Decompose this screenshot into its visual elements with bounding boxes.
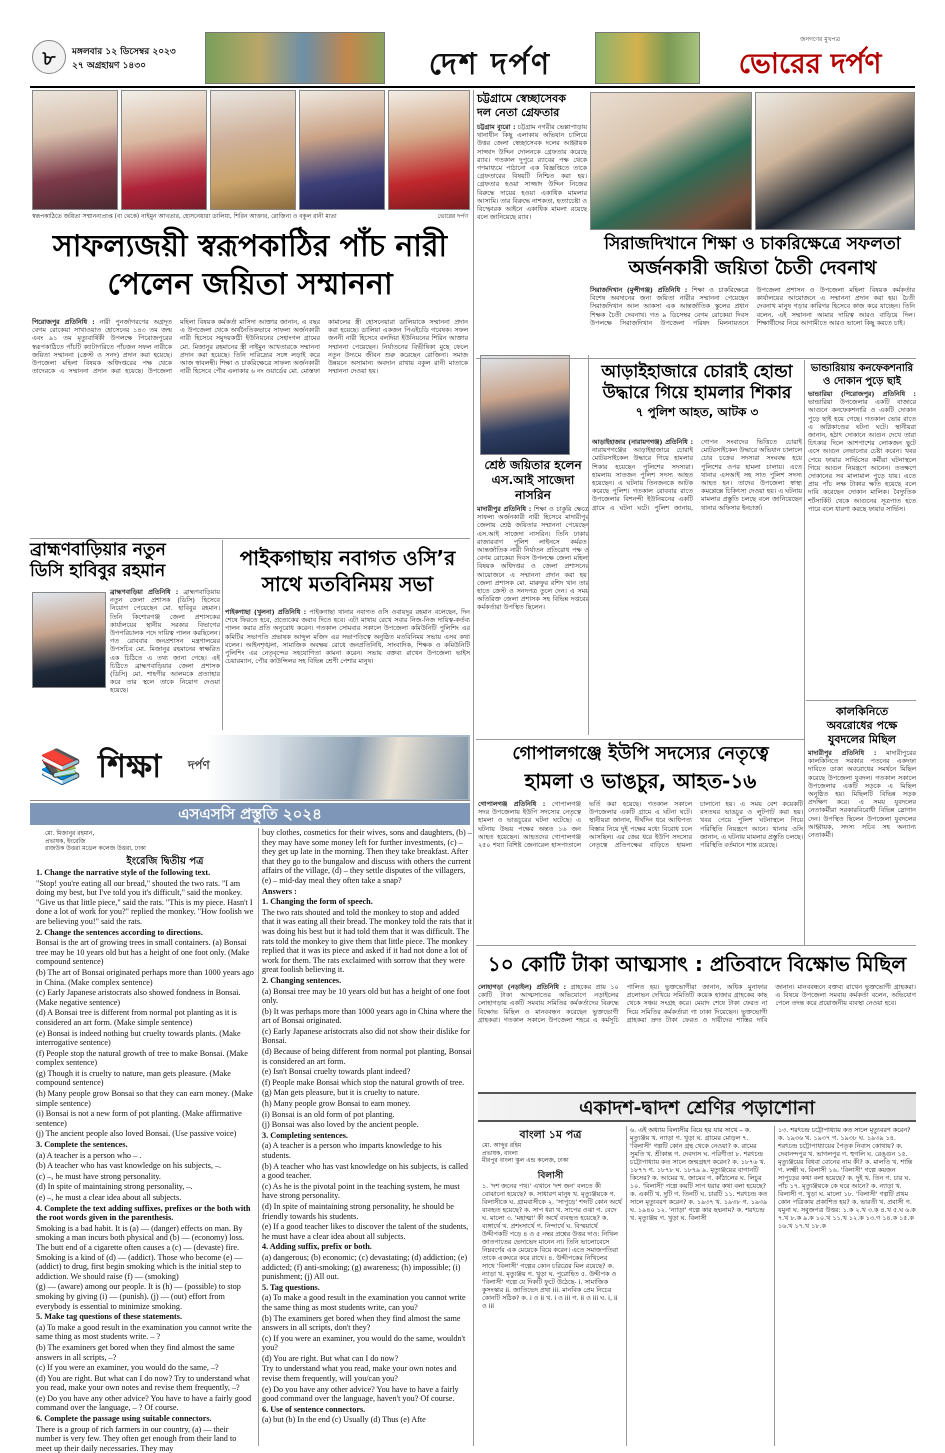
portrait-2 [121,90,207,210]
class11-author [482,1142,622,1165]
list-item: (j) Bonsai was also loved by the ancient people. [262,1120,419,1130]
bhandaria-body [808,390,916,690]
araihazar-text: নারায়ণগঞ্জের আড়াইহাজারে চোরাই মোটরসাইকেল উদ্ধারে গিয়ে হামলার শিকার হয়েছেন পুলিশের সদস্যরা। হামলায় সাতজন পুলিশ সদস্য আহত হয়েছেন। এ ঘটনায় তিনজনকে আটক করেছে পুলিশ। গতকাল রোববার রাতে উপজেলার বিশনন্দী ইউনিয়নের একটি গ্রামে এ ঘটনা ঘটে। পুলিশ জানায়, গোপন সংবাদের ভিত্তিতে চোরাই মোটরসাইকেল উদ্ধারে অভিযান চালালে চোর চক্রের সদস্যরা সংঘবদ্ধ হয়ে পুলিশের ওপর হামলা চালায়। এতে থানার এসআই সহ সাত পুলিশ সদস্য আহত হন। তাদের উপজেলা স্বাস্থ্য কমপ্লেক্সে চিকিৎসা দেওয়া হয়। এ ঘটনায় মামলার প্রস্তুতি চলছে বলে জানিয়েছেন থানার অফিসার ইনচার্জ। [592,438,802,512]
list-item: (c) Early Japanese aristocrats also showed fondness in Bonsai. (Make negative sentence) [36,988,241,1007]
book-icon: 📚 [39,747,83,787]
q2-list [36,938,254,1139]
list-item: (i) Bonsai is not a new form of pot planting. (Make affirmative sentence) [36,1109,242,1128]
q3-title: 3. Complete the sentences. [36,1140,128,1150]
ans1-title: 1. Changing the form of speech. [262,897,373,907]
bhandaria-headline-1: ভান্ডারিয়ায় কনফেকশনারি [810,363,914,374]
kalkini-byline: মাদারীপুর প্রতিনিধি : [808,749,877,757]
sajeda-headline-1: শ্রেষ্ঠ জয়িতার হলেন [484,458,582,472]
ans2-list [262,987,472,1130]
q5-title: 5. Make tag questions of these statements. [36,1312,182,1322]
class11-subject: বাংলা ১ম পত্র [519,1128,582,1141]
bhandaria-text: ভান্ডারিয়া উপজেলার একটি বাজারে আগুনে কনফেকশনারি ও একটি দোকান পুড়ে ছাই হয়ে গেছে। গতকাল ভোর রাতে এ অগ্নিকাণ্ডের ঘটনা ঘটে। স্থানীয়রা জানান, হঠাৎ দোকানে আগুন দেখে তারা চিৎকার দিলে আশপাশের লোকজন ছুটে এসে আগুন নেভানোর চেষ্টা করেন। খবর পেয়ে ফায়ার সার্ভিসের কর্মীরা ঘটনাস্থলে গিয়ে আগুন নিয়ন্ত্রণে আনেন। ততক্ষণে দোকানের সব মালামাল পুড়ে যায়। এতে প্রায় পাঁচ লক্ষ টাকার ক্ষতি হয়েছে বলে দাবি করেছেন দোকান মালিক। বৈদ্যুতিক শর্টসার্কিট থেকে আগুনের সূত্রপাত হতে পারে বলে ধারণা করছে ফায়ার সার্ভিস। [808,398,916,513]
gopalganj-headline-2: হামলা ও ভাঙচুর, আহত-১৬ [524,769,757,793]
q6-text: There is a group of rich farmers in our country, (a) — their number is very few. They often get enough from their land to meet up their daily necessaries. They may [36,1424,237,1453]
bhandaria-story [808,362,916,692]
portrait-4 [299,90,385,210]
paikgacha-body [225,608,470,730]
sajeda-headline-2: এস.আই সাজেদা [491,473,575,487]
kalkini-text: মাদারীপুরের কালকিনিতে সরকার পতনের একদফা দাবিতে ডাকা অবরোধের সমর্থনে মিছিল করেছে উপজেলা যুবদল। গতকাল সকালে উপজেলার একটি সড়কে এ মিছিল অনুষ্ঠিত হয়। মিছিলটি বিভিন্ন সড়ক প্রদক্ষিণ করে। এ সময় যুবদলের নেতাকর্মীরা সরকারবিরোধী বিভিন্ন স্লোগান দেন। উপস্থিত ছিলেন উপজেলা যুবদলের আহ্বায়ক, সদস্য সচিব সহ অন্যান্য নেতাকর্মী। [808,749,916,840]
dc-headline-1: ব্রাহ্মণবাড়িয়ার নতুন [30,540,166,560]
list-item: (g) Though it is cruelty to nature, man gets pleasure. (Make compound sentence) [36,1068,231,1088]
ans4-title: 4. Adding suffix, prefix or both. [262,1242,372,1252]
list-item: (a) A teacher is a person who – . [36,1150,142,1160]
tencrore-body [478,983,916,1085]
dc-text: ব্রাহ্মণবাড়িয়ায় নতুন জেলা প্রশাসক (ডিসি) হিসেবে নিয়োগ পেয়েছেন মো. হাবিবুর রহমান। তিনি কিশোরগঞ্জ জেলা প্রশাসকের কার্যালয়ের স্থানীয় সরকার বিভাগের উপপরিচালক পদে দায়িত্ব পালন করছিলেন। গত রোববার জনপ্রশাসন মন্ত্রণালয়ের উপসচিব মো. মিজানুর রহমানের স্বাক্ষরিত এক চিঠিতে এ তথ্য জানা গেছে। এই চিঠিতে ব্রাহ্মণবাড়িয়ার জেলা প্রশাসক (ডিসি) মো. শাহগীর আলমকে প্রত্যাহার করে তার স্থলে তাকে নিয়োগ দেওয়া হয়েছে। [110,588,220,695]
joyita-photo-credit: ভোরের দর্পণ [437,213,468,220]
joyita-body [32,318,468,536]
ans2-title: 2. Changing sentences. [262,975,342,985]
araihazar-headline-2: উদ্ধারে গিয়ে হামলার শিকার [602,383,792,403]
dc-byline: ব্রাহ্মণবাড়িয়া প্রতিনিধি : [110,588,179,596]
class11-col-1: ১. 'দশ জনের পথ।' এখানে 'দশ জন' বলতে কী বোঝানো হয়েছে? ক. সাধারণ মানুষ খ. মৃত্যুঞ্জয়কে গ. বিলাসীকে ঘ. গ্রামবাসীকে ২. 'সাপুড়ে' শব্দটি কোন অর্থে ব্যবহৃত হয়েছে? ক. সাপ ধরা খ. সাপের ওঝা গ. বেদে ঘ. মালো ৩. 'মহাত্মা' কী অর্থে ব্যবহৃত হয়েছে? ক. ব্যঙ্গার্থে খ. প্রশংসার্থে গ. নিন্দার্থে ঘ. বিস্ময়ার্থে উদ্দীপকটি পড়ে ৪ ও ৫ নম্বর প্রশ্নের উত্তর দাও: নিখিল জাতপাতের ভেদাভেদ মানেন না। তিনি ভালোবেসে নিম্নবর্ণের এক মেয়েকে বিয়ে করেন। এতে সমাজপতিরা তাকে একঘরে করে রাখে। ৪. উদ্দীপকের নিখিলের সাথে 'বিলাসী' গল্পের কোন চরিত্রের মিল রয়েছে? ক. ন্যাড়া খ. মৃত্যুঞ্জয় গ. খুড়া ঘ. পুরোহিত ৫. উদ্দীপক ও 'বিলাসী' গল্পে যে দিকটি ফুটে উঠেছে- i. সামাজিক কুসংস্কার ii. জাতিভেদ প্রথা iii. মানবিক প্রেম নিচের কোনটি সঠিক? ক. i ও ii খ. i ও iii গ. ii ও iii ঘ. i, ii ও iii [482,1182,622,1310]
q6-title: 6. Complete the passage using suitable connectors. [36,1414,212,1424]
list-item: (j) The ancient people also loved Bonsai. (Use passive voice) [36,1129,237,1139]
portrait-5 [388,90,470,210]
list-item: (b) It was perhaps more than 1000 years ago in China where the art of Bonsai originated. [262,1006,472,1026]
section-title: দেশ দর্পণ [428,47,552,82]
araihazar-headline-1: আড়াইহাজারে চোরাই হোন্ডা [601,362,793,382]
sajeda-headline-3: নাসরিন [515,488,551,502]
chattogram-byline: চট্টগ্রাম ব্যুরো : [477,123,516,131]
column-rule [473,90,474,1446]
chattogram-headline-2: দল নেতা গ্রেফতার [477,106,560,119]
author-post: প্রভাষক, ইংরেজি [45,837,86,845]
column-rule [626,1126,627,1446]
list-item: (d) You are right. But what can I do now? Try to understand what you read, make your own notes and revise them frequently, –? [36,1373,250,1393]
q1-title: 1. Change the narrative style of the following text. [36,868,211,877]
sirajdikhan-headline-2: অর্জনকারী জয়িতা চৈতী দেবনাথ [628,257,877,279]
list-item: (h) Many people grow Bonsai to earn money. [262,1099,411,1109]
paikgacha-headline-2: সাথে মতবিনিময় সভা [261,572,434,596]
ans5-title: 5. Tag questions. [262,1282,320,1292]
gopalganj-headline-1: গোপালগঞ্জে ইউপি সদস্যের নেতৃত্বে [512,743,769,764]
row-rule [476,358,916,359]
paikgacha-byline: পাইকগাছা (খুলনা) প্রতিনিধি : [225,608,307,616]
author-institute: রাজউক উত্তরা মডেল কলেজ উত্তরা, ঢাকা [45,845,146,852]
list-item: (e) –, he must a clear idea about all subjects. [36,1193,182,1202]
araihazar-headline-3: ৭ পুলিশ আহত, আটক ৩ [635,405,759,419]
gopalganj-byline: গোপালগঞ্জ প্রতিনিধি : [478,800,546,808]
author-name: মো. মিজানুর রহমান, [45,830,95,837]
list-item: (a) A teacher is a person who imparts knowledge to his students. [262,1141,442,1160]
shiksha-col-1 [36,868,254,1453]
students-photo [280,737,468,799]
portrait-1 [32,90,118,210]
list-item: (d) In spite of maintaining strong personality, he should be friendly towards his students. [262,1201,454,1221]
list-item: (e) Isn't Bonsai cruelty towards plant indeed? [262,1067,411,1077]
list-item: (b) The art of Bonsai originated perhaps more than 1000 years ago in China. (Make complex sentence) [36,967,254,987]
ans1-text: The two rats shouted and told the monkey to stop and added that it was eating all their bread. The monkey told the rats that it was doing his best but it had told them that it was difficult. The rats told the monkey to give them that little piece. The monkey replied that it was its piece and asked if it had not done a lot of work for them. The rats exclaimed with sorrow that they were great foolish believing it. [262,907,472,975]
gopalganj-text: গোপালগঞ্জ সদর উপজেলায় ইউপি সদস্যের নেতৃত্বে হামলা ও ভাঙচুরের ঘটনা ঘটেছে। এ ঘটনায় উভয় পক্ষের অন্তত ১৬ জন আহত হয়েছেন। আহতদের গোপালগঞ্জ ২৫০ শয্যা বিশিষ্ট জেনারেল হাসপাতালে ভর্তি করা হয়েছে। গতকাল সকালে উপজেলার একটি গ্রামে এ ঘটনা ঘটে। স্থানীয়রা জানান, দীর্ঘদিন ধরে আধিপত্য বিস্তার নিয়ে দুই পক্ষের মধ্যে বিরোধ চলে আসছিল। এর জের ধরে ইউপি সদস্যের নেতৃত্বে প্রতিপক্ষের বাড়িতে হামলা চালানো হয়। এ সময় বেশ কয়েকটি বসতঘর ভাঙচুর ও লুটপাট করা হয়। খবর পেয়ে পুলিশ ঘটনাস্থলে গিয়ে পরিস্থিতি নিয়ন্ত্রণে আনে। থানার ওসি জানান, এ ঘটনায় মামলার প্রস্তুতি চলছে। পরিস্থিতি বর্তমানে শান্ত রয়েছে। [478,800,803,850]
brand-logo: ভোরের দর্পণ [738,47,882,80]
list-item: (e) Do you have any other advice? You have to have a fairly good command over the language, haven't you? Of course. [262,1384,459,1404]
bhandaria-headline-2: ও দোকান পুড়ে ছাই [823,376,901,387]
tencrore-text: গ্রাহকের প্রায় ১০ কোটি টাকা আত্মসাতের অভিযোগে নড়াইলের লোহাগড়ায় একটি সমবায় সমিতির কর্মকর্তাদের বিরুদ্ধে বিক্ষোভ মিছিল ও মানববন্ধন করেছেন ভুক্তভোগী গ্রাহকরা। গতকাল সকালে উপজেলা শহরে এ কর্মসূচি পালিত হয়। ভুক্তভোগীরা জানান, অধিক মুনাফার প্রলোভন দেখিয়ে সমিতিটি কয়েক হাজার গ্রাহকের কাছ থেকে সঞ্চয় সংগ্রহ করে। মেয়াদ শেষে টাকা ফেরত না দিয়ে সমিতির কর্মকর্তারা গা ঢাকা দিয়েছেন। ভুক্তভোগী গ্রাহকরা দ্রুত টাকা ফেরত ও দায়ীদের শাস্তির দাবি জানান। মানববন্ধনে বক্তব্য রাখেন ভুক্তভোগী গ্রাহকরা। এ বিষয়ে উপজেলা সমবায় কর্মকর্তা বলেন, অভিযোগ পেলে তদন্ত করে প্রয়োজনীয় ব্যবস্থা নেওয়া হবে। [478,983,916,1024]
list-item: (f) People stop the natural growth of tree to make Bonsai. (Make complex sentence) [36,1048,248,1068]
column-rule [222,540,223,730]
joyita-byline: পিরোজপুর প্রতিনিধি : [32,318,95,326]
list-item: (g) Man gets pleasure, but it is cruelty to nature. [262,1088,420,1098]
q4-text: Smoking is a bad habit. It is (a) — (danger) effects on man. By smoking a man incurs both physical and (b) — (economy) loss. The butt end of a cigarette often causes a (c) — (devaste) fire. Smoking is a kind of (d) — (addict). Those who become (e) — (addict) to drug, first begin smoking which is the initial step to addiction. We should raise (f) — (smoking) [36,1223,245,1281]
chattogram-story [477,92,587,352]
kalkini-headline-2: অবরোধের পক্ষে [826,719,898,732]
list-item: (e) Do you have any other advice? You have to have a fairly good command over the language, – ? Of course. [36,1393,252,1413]
ans5-list [262,1293,472,1404]
joyita-photo-caption: স্বরূপকাঠিতে জয়িতা সম্মাননাপ্রাপ্ত (বা থেকে) নাইমুন আখতার, হোসনেয়ারা ডালিয়া, শিরিন আক্তার, রোজিনা ও বকুল রানী মাতা [32,213,337,220]
list-item: (a) To make a good result in the examination you cannot write the same thing as most students write. – ? [36,1322,252,1342]
row-rule [30,538,470,539]
list-item: (d) Because of being different from normal pot planting, Bonsai is considered an art form. [262,1047,472,1066]
list-item: (e) If a good teacher likes to discover the talent of the students, he must have a clear idea about all subjects. [262,1222,469,1241]
q2-title: 2. Change the sentences according to directions. [36,927,203,937]
shiksha-banner [30,735,470,801]
exam-title-bar: এসএসসি প্রস্তুতি ২০২৪ [30,803,470,825]
list-item: (h) Many people grow Bonsai so that they can earn money. (Make simple sentence) [36,1089,253,1108]
header-collage-right [595,32,700,84]
q3-list [36,1151,254,1203]
row-rule [476,739,804,740]
portrait-3 [210,90,296,210]
shiksha-banner-sub: দর্পণ [188,758,210,772]
row-rule [476,945,916,946]
column-rule [774,1126,775,1446]
list-item: Bonsai is the art of growing trees in small containers. (a) Bonsai tree may be 10 years old but has a height of one foot only. (Make compound sentence) [36,938,250,967]
list-item: (i) Bonsai is an old form of pot planting. [262,1109,395,1119]
class11-col-2: ৬. এই অধ্যায় বিলাসীর বিয়ে হয় যার সাথে – ক. মৃত্যুঞ্জয় খ. ন্যাড়া গ. খুড়া ঘ. গ্রামের মোড়ল ৭. 'বিলাসী' গল্পটি কোন গ্রন্থ থেকে নেওয়া? ক. রামের সুমতি খ. শ্রীকান্ত গ. দেবদাস ঘ. পরিণীতা ৮. শরৎচন্দ্র চট্টোপাধ্যায় কত সালে জন্মগ্রহণ করেন? ক. ১৮৭৬ খ. ১৮৭৭ গ. ১৮৭৮ ঘ. ১৮৭৯ ৯. মৃত্যুঞ্জয়ের বাগানটি কিসের? ক. আমের খ. জামের গ. কাঁঠালের ঘ. লিচুর ১০. 'বিলাসী' গল্পে কয়টি সাপ ধরার কথা বলা হয়েছে? ক. একটি খ. দুটি গ. তিনটি ঘ. চারটি ১১. শরৎচন্দ্র কত সালে মৃত্যুবরণ করেন? ক. ১৯৩৭ খ. ১৯৩৮ গ. ১৯৩৯ ঘ. ১৯৪০ ১২. 'ন্যাড়া' গল্পে কার ছদ্মনাম? ক. শরৎচন্দ্র খ. মৃত্যুঞ্জয় গ. খুড়া ঘ. বিলাসী [630,1126,768,1222]
list-item: (a) To make a good result in the examination you cannot write the same thing as most students write, can you? [262,1293,466,1312]
list-item: (a) Bonsai tree may be 10 years old but has a height of one foot only. [262,986,470,1006]
header-collage-left [205,32,385,84]
class11-banner: একাদশ-দ্বাদশ শ্রেণির পড়াশোনা [478,1092,916,1122]
kalkini-headline-1: কালকিনিতে [835,705,889,718]
sajeda-byline: মাদারীপুর প্রতিনিধি : [477,505,532,513]
q1-text: "Stop! you're eating all our bread," shouted the two rats. "I am doing my best, but I've told you it's difficult," said the monkey. "Give us that little piece," said the rats. "This is my piece. Hasn't I done a lot of work for you?" replied the monkey. "How foolish we are believing you!" said the rats. [36,878,254,926]
answers-title: Answers : [262,886,297,896]
header-rule [30,86,915,88]
sirajdikhan-body [590,286,915,358]
araihazar-story [592,362,802,434]
list-item: (b) The examiners get bored when they find almost the same answers in all scripts, don't they? [262,1313,461,1333]
column-rule [258,828,259,1446]
list-item: Try to understand what you read, make your own notes and revise them frequently, will you/can you? [262,1364,457,1384]
paikgacha-headline-1: পাইকগাছায় নবাগত ওসি’র [239,546,456,570]
list-item: (b) A teacher who has vast knowledge on his subjects, –. [36,1161,222,1171]
shiksha-author [45,830,245,853]
list-item: (b) The examiners get bored when they find almost the same answers in all scripts, –? [36,1342,235,1362]
dc-headline-2: ডিসি হাবিবুর রহমান [30,561,166,581]
ans6-text: (a) but (b) In the end (c) Usually (d) Thus (e) Afte [262,1415,426,1425]
sajeda-body [477,505,589,733]
dc-portrait [32,592,106,688]
list-item: (d) In spite of maintaining strong personality, –. [36,1182,193,1192]
page-header [0,0,945,90]
sajeda-story [477,458,589,738]
list-item: (d) You are right. But what can I do now? [262,1353,399,1363]
joyita-text: নারী পুনর্জাগরণের অগ্রদূত বেগম রোকেয়া সাখাওয়াত হোসেনের ১৪৩ তম জন্ম এবং ৯১ তম মৃত্যুবার্ষিকী উপলক্ষে পিরোজপুরের স্বরূপকাঠিতে পাঁচটি ক্যাটাগরিতে পাঁচজন সফল নারীকে জয়িতা সম্মাননা (ক্রেস্ট ও সনদ) প্রদান করা হয়েছে। উপজেলা মহিলা বিষয়ক অধিদপ্তরের পক্ষ থেকে তাদেরকে এ সম্মাননা প্রদান করা হয়েছে। উপজেলা মহিলা বিষয়ক কর্মকর্তা মাসিদা আক্তার জানান, এ বছর এ উপজেলা থেকে অর্থনৈতিকভাবে সাফল্য অর্জনকারী নারী হিসেবে সমুদয়কাঠী ইউনিয়নের সেহাংগল গ্রামের মো. মিজানুর রহমানের স্ত্রী নাইমুন আখতারকে সম্মাননা প্রদান করা হয়েছে। তিনি দারিদ্র্যের সঙ্গে লড়াই করে আজ স্বাবলম্বী। শিক্ষা ও চাকরিক্ষেত্রে সাফল্য অর্জনকারী নারী হিসেবে পৌর এলাকার ৬ নং ওয়ার্ডের মো. মোস্তফা কামালের স্ত্রী হোসনেয়ারা ডালিয়াকে সম্মাননা প্রদান করা হয়েছে। ডালিয়া একজন পিএইচডি গবেষক। সফল জননী নারী হিসেবে বলদিয়া ইউনিয়নের শিরিন আক্তার সম্মাননা পেয়েছেন। নির্যাতনের বিভীষিকা মুছে ফেলে নতুন উদ্যমে জীবন শুরু করেছেন রোজিনা। সমাজ উন্নয়নে অসামান্য অবদান রাখায় বকুল রানী মাতাকে সম্মাননা দেওয়া হয়। [32,318,468,376]
sirajdikhan-photo-1 [590,92,752,230]
class11-author-institute: মীরপুর বাংলা স্কুল এন্ড কলেজ, ঢাকা [482,1157,569,1164]
joyita-photo-strip [30,90,470,212]
class11-author-name: মো. আব্দুর রহিম [482,1142,522,1149]
q4-title: 4. Complete the text adding suffixes, prefixes or the both with the root words given in the parenthesis. [36,1203,251,1223]
col2-text: buy clothes, cosmetics for their wives, sons and daughters, (b) – they may have some money left for further investments, (c) – they get up late in the morning. Then they take breakfast. After that they go to the bungalow and discuss with others the current affairs of the village, (d) – they settle disputes of the villagers, (e) – mid-day meal they often take a snap? [262,828,472,885]
class11-chapter: বিলাসী [537,1171,564,1181]
list-item: (e) Bonsai is indeed nothing but cruelty towards plants. (Make interrogative sentence) [36,1028,241,1048]
gopalganj-body [478,800,803,940]
sirajdikhan-photo-2 [755,92,915,230]
class11-col-3: ১৩. শরৎচন্দ্র চট্টোপাধ্যায় কত সালে মৃত্যুবরণ করেন? ক. ১৯৩৬ খ. ১৯৩৭ গ. ১৯৩৮ ঘ. ১৯৩৯ ১৪. শরৎচন্দ্র চট্টোপাধ্যায়ের পৈতৃক নিবাস কোথায়? ক. দেবানন্দপুর খ. ভাগলপুর গ. হুগলি ঘ. রেঙ্গুন ১৫. মৃত্যুঞ্জয়ের বিধবা বোনের নাম কী? ক. মালতি খ. শান্তি গ. লক্ষ্মী ঘ. বিলাসী ১৬. 'বিলাসী' গল্পে কয়জন সাপুড়ের কথা বলা হয়েছে? ক. দুই খ. তিন গ. চার ঘ. পাঁচ ১৭. মৃত্যুঞ্জয়কে কে ঘরে আনে? ক. ন্যাড়া খ. বিলাসী গ. খুড়া ঘ. মালো ১৮. 'বিলাসী' গল্পটি প্রথম কোন পত্রিকায় প্রকাশিত হয়? ক. ভারতী খ. প্রবাসী গ. যমুনা ঘ. সবুজপত্র উত্তর: ১.ক ২.খ ৩.ক ৪.খ ৫.ঘ ৬.ক ৭.খ ৮.ক ৯.ক ১০.খ ১১.খ ১২.ক ১৩.গ ১৪.ক ১৫.ক ১৬.খ ১৭.খ ১৮.ক [778,1126,916,1230]
shiksha-banner-title: শিক্ষা [98,747,162,785]
class11-author-post: প্রভাষক, বাংলা [482,1149,518,1157]
bhandaria-byline: ভান্ডারিয়া (পিরোজপুর) প্রতিনিধি : [808,390,916,398]
chattogram-text: চট্টগ্রাম নগরীর ভেল্লাপাড়ায় থানাধীন কিছু এলাকায় অভিযান চালিয়ে উত্তর জেলা স্বেচ্ছাসেবক দলের আহ্বায়ক সাজ্জাদ উদ্দিন দোলনকে গ্রেফতার করেছে র‍্যাব। গতকাল দুপুরে র‍্যাবের পক্ষ থেকে গণমাধ্যমে পাঠানো এক বিজ্ঞপ্তিতে তাকে গ্রেফতারের বিষয়টি নিশ্চিত করা হয়। গ্রেফতার হওয়া সাজ্জাদ উদ্দিন নিজের বিরুদ্ধে দায়ের হওয়া একাধিক মামলার আসামি। তার বিরুদ্ধে নাশকতা, হত্যাচেষ্টা ও বিস্ফোরক আইনে একাধিক মামলা রয়েছে বলে জানিয়েছে র‍্যাব। [477,123,587,222]
araihazar-body [592,438,802,736]
list-item: (c) If you were an examiner, you would do the same, wouldn't you? [262,1333,466,1353]
page-number: ৮ [32,40,66,74]
row-rule [806,700,916,701]
joyita-headline-1: সাফল্যজয়ী স্বরূপকাঠির পাঁচ নারী [52,229,448,264]
sajeda-text: শিক্ষা ও চাকুরি ক্ষেত্রে সাফল্য অর্জনকারী নারী হিসেবে মাদারীপুর জেলায় শ্রেষ্ঠ জয়িতার সম্মাননা পেয়েছেন এস.আই সাজেদা নাসরিন। তিনি ঢাকার রাজারবাগ পুলিশ লাইনসে কর্মরত। আন্তর্জাতিক নারী নির্যাতন প্রতিরোধ পক্ষ ও বেগম রোকেয়া দিবস উপলক্ষে জেলা মহিলা বিষয়ক অধিদপ্তর ও জেলা প্রশাসনের আয়োজনে এ সম্মাননা প্রদান করা হয়। জেলা প্রশাসক মো. মারুফুর রশিদ খান তার হাতে ক্রেস্ট ও সনদপত্র তুলে দেন। এ সময় অতিরিক্ত জেলা প্রশাসক সহ বিভিন্ন দপ্তরের কর্মকর্তারা উপস্থিত ছিলেন। [477,505,589,612]
chattogram-headline-1: চট্টগ্রামে স্বেচ্ছাসেবক [477,92,566,105]
sirajdikhan-headline-1: সিরাজদিখানে শিক্ষা ও চাকরিক্ষেত্রে সফলতা [604,234,901,254]
list-item: (f) People make Bonsai which stop the natural growth of tree. [262,1077,465,1087]
ans3-list [262,1141,472,1241]
ans4-text: (a) dangerous; (b) economic; (c) devastating; (d) addiction; (e) addicted; (f) anti-smoking; (g) awareness; (h) impossible; (i) punishment; (j) All out. [262,1252,468,1282]
ans6-title: 6. Use of sentence connectors. [262,1404,366,1414]
date-line-1: মঙ্গলবার ১২ ডিসেম্বর ২০২৩ [72,47,176,57]
list-item: (d) A Bonsai tree is different from normal pot planting as it is considered an art form. (Make simple sentence) [36,1008,237,1027]
brand-tagline: জনগণের মুখপত্র [800,36,840,43]
list-item: (c) Early Japanese aristocrats also did not show their dislike for Bonsai. [262,1026,470,1046]
kalkini-story [808,705,916,943]
column-rule [588,355,589,735]
list-item: (c) As he is the pivotal point in the teaching system, he must have strong personality. [262,1181,460,1201]
column-rule [804,360,805,945]
chattogram-body [477,123,587,348]
date-line-2: ২৭ অগ্রহায়ণ ১৪৩০ [72,61,146,71]
list-item: (b) A teacher who has vast knowledge on his subjects, is called a good teacher. [262,1161,469,1181]
shiksha-subject: ইংরেজি দ্বিতীয় পত্র [126,856,204,867]
kalkini-body [808,749,916,939]
sajeda-portrait [480,355,570,455]
q5-list [36,1323,254,1413]
sirajdikhan-text: শিক্ষা ও চাকরিক্ষেত্রে বিশেষ অবদানের জন্য জয়িতা নারীর সম্মাননা পেয়েছেন সিরাজদিখান আল আকসা এক আন্তর্জাতিক স্কুলের প্রধান শিক্ষক চৈতী দেবনাথ। গত ৯ ডিসেম্বর বেগম রোকেয়া দিবস উপলক্ষে সিরাজদিখান উপজেলা পরিষদ মিলনায়তনে উপজেলা প্রশাসন ও উপজেলা মহিলা বিষয়ক কর্মকর্তার কার্যালয়ের আয়োজনে এ সম্মাননা প্রদান করা হয়। চৈতী দেবনাথ মানুষ গড়ার কারিগর হিসেবে কাজ করে যাচ্ছেন। তিনি বলেন, এই সম্মাননা আমার দায়িত্ব আরও বাড়িয়ে দিল। শিক্ষার্থীদের নিয়ে আগামীতে আরও ভালো কিছু করতে চাই। [590,286,915,327]
joyita-headline-2: পেলেন জয়িতা সম্মাননা [107,267,393,302]
kalkini-headline-3: যুবদলের মিছিল [828,733,896,746]
araihazar-byline: আড়াইহাজার (নারায়ণগঞ্জ) প্রতিনিধি : [592,438,693,446]
tencrore-byline: লোহাগড়া (নড়াইল) প্রতিনিধি : [478,983,567,991]
ans3-title: 3. Completing sentences. [262,1130,348,1140]
q4-text-2: (g) — (aware) among our people. It is (h) — (possible) to stop smoking by giving (i) — (punish). (j) — (out) effort from everybody is essential to minimize smoking. [36,1282,241,1311]
tencrore-headline: ১০ কোটি টাকা আত্মসাৎ : প্রতিবাদে বিক্ষোভ মিছিল [487,952,907,976]
list-item: (c) –, he must have strong personality. [36,1171,161,1181]
shiksha-col-2 [262,828,472,1448]
paikgacha-text: পাইকগাছা থানার নবাগত ওসি ওবায়দুর রহমান বলেছেন, দিন শেষে ফিরতে হবে, প্রত্যেকের জবাব দিতে হবে। এটা মাথায় রেখে সবার নিজ-নিজ দায়িত্ব-কর্তব্য পালন করার প্রতি অনুরোধ করেন। গতকাল সোমবার সকালে উপজেলা কমিউনিটি পুলিশিং এর কমিটির সভাপতি প্রভাষক আব্দুল মজিদ এর সভাপতিত্বে অনুষ্ঠিত মতবিনিময় সভায় এসব কথা বলেন। আইনশৃঙ্খলা, সামাজিক অবক্ষয় রোধে জনপ্রতিনিধি, সাংবাদিক, শিক্ষক ও কমিউনিটি পুলিশিং এর নেতৃবৃন্দের সহযোগিতা কামনা করেন। সভায় বক্তব্য রাখেন উপজেলা ভাইস চেয়ারম্যান, পৌর কাউন্সিলর সহ বিভিন্ন শ্রেণী পেশার মানুষ। [225,608,470,666]
list-item: (c) If you were an examiner, you would do the same, –? [36,1363,219,1373]
sirajdikhan-byline: সিরাজদিখান (মুন্সীগঞ্জ) প্রতিনিধি : [590,286,688,294]
